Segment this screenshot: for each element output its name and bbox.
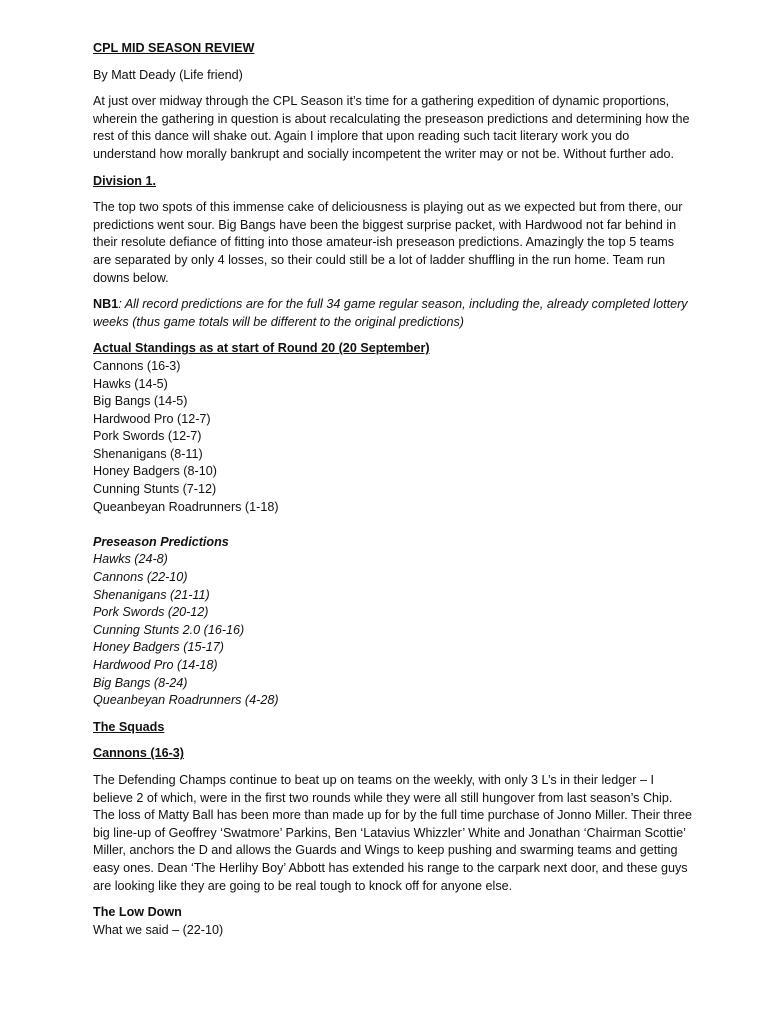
list-item: Queanbeyan Roadrunners (4-28) [93,693,279,708]
spacer [93,516,693,534]
list-item: Cunning Stunts (7-12) [93,482,217,497]
cannons-heading: Cannons (16-3) [93,746,184,761]
byline: By Matt Deady (Life friend) [93,67,243,82]
note-paragraph [93,296,693,331]
division-heading: Division 1. [93,173,156,188]
document-page [93,40,693,939]
list-item: Big Bangs (14-5) [93,394,188,409]
squads-heading: The Squads [93,719,165,734]
note-text: : All record predictions are for the full 34 game regular season, including the, already completed lottery weeks (thus game totals will be different to the original predictions) [93,297,688,329]
list-item: Pork Swords (12-7) [93,429,202,444]
list-item: Cannons (16-3) [93,358,181,373]
division-paragraph: The top two spots of this immense cake of deliciousness is playing out as we expected but from there, our predictions went sour. Big Bangs have been the biggest surprise packet, with Hardwood not far behind in their resolute defiance of fitting into those amateur-ish preseason predictions. Amazingly the top 5 teams are separated by only 4 losses, so their could still be a lot of ladder shuffling in the run home. Team run downs below. [93,200,683,285]
list-item: Honey Badgers (8-10) [93,464,217,479]
lowdown-section [93,904,693,939]
list-item: Cannons (22-10) [93,570,188,585]
list-item: Pork Swords (20-12) [93,605,209,620]
list-item: Hardwood Pro (14-18) [93,658,218,672]
predictions-heading: Preseason Predictions [93,534,229,549]
what-we-said: What we said – (22-10) [93,922,224,937]
list-item: Honey Badgers (15-17) [93,640,224,655]
lowdown-heading: The Low Down [93,905,182,920]
intro-paragraph: At just over midway through the CPL Season it’s time for a gathering expedition of dynamic proportions, wherein the gathering in question is about recalculating the preseason predictions and determining how the rest of this dance will shake out. Again I implore that upon reading such tacit literary work you do understand how morally bankrupt and socially incompetent the writer may or not be. Without further ado. [93,94,690,161]
standings-heading: Actual Standings as at start of Round 20 (20 September) [93,341,430,356]
list-item: Shenanigans (8-11) [93,446,203,461]
document-title: CPL MID SEASON REVIEW [93,41,255,55]
list-item: Queanbeyan Roadrunners (1-18) [93,499,279,514]
list-item: Hawks (24-8) [93,552,168,567]
standings-section [93,340,693,709]
list-item: Cunning Stunts 2.0 (16-16) [93,622,245,637]
list-item: Big Bangs (8-24) [93,675,188,690]
cannons-paragraph: The Defending Champs continue to beat up on teams on the weekly, with only 3 L’s in their ledger – I believe 2 of which, were in the first two rounds while they were all still hungover from last season’s Chip. The loss of Matty Ball has been more than made up for by the full time purchase of Jonno Miller. Their three big line-up of Geoffrey ‘Swatmore’ Parkins, Ben ‘Latavius Whizzler’ White and Jonathan ‘Chairman Scottie’ Miller, anchors the D and allows the Guards and Wings to keep pushing and swarming teams and getting easy ones. Dean ‘The Herlihy Boy’ Abbott has extended his range to the carpark next door, and these guys are looking like they are going to be real tough to knock off for anyone else. [93,772,692,893]
list-item: Shenanigans (21-11) [93,587,210,602]
note-label: NB1 [93,297,119,312]
list-item: Hardwood Pro (12-7) [93,411,211,426]
list-item: Hawks (14-5) [93,376,168,391]
